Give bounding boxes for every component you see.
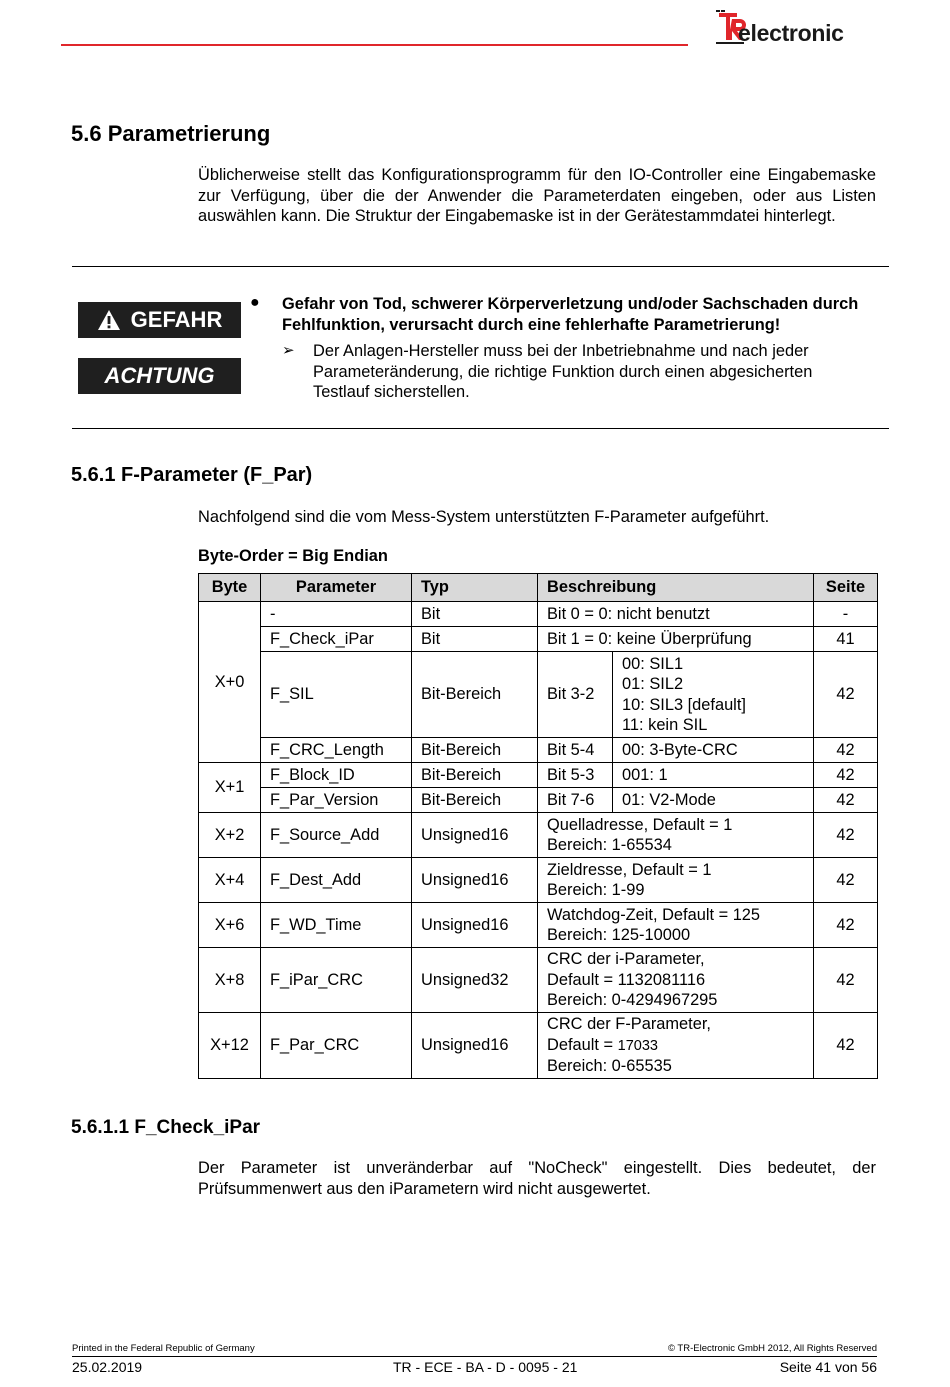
seite-cell: 42: [814, 788, 878, 813]
typ-cell: Unsigned32: [412, 948, 538, 1013]
desc-line: CRC der F-Parameter,: [547, 1015, 711, 1033]
desc-line: Bereich: 0-65535: [547, 1057, 672, 1075]
subsection-intro: Nachfolgend sind die vom Mess-System unterstützten F-Parameter aufgeführt.: [198, 508, 770, 526]
desc-line: Quelladresse, Default = 1: [547, 815, 733, 834]
warning-instruction: Der Anlagen-Hersteller muss bei der Inbetriebnahme und nach jeder Parameteränderung, die richtige Funktion durch einen abgesicherten Testlauf sicherstellen.: [313, 342, 813, 401]
seite-cell: 42: [814, 903, 878, 948]
value-line: 00: SIL1: [622, 654, 684, 673]
desc-cell: Bit 0 = 0: nicht benutzt: [538, 602, 814, 627]
typ-cell: Bit: [412, 627, 538, 652]
byte-cell: X+0: [199, 602, 261, 763]
value-cell: 01: V2-Mode: [613, 788, 814, 813]
seite-cell: 42: [814, 858, 878, 903]
table-row: [199, 763, 878, 788]
header-typ: Typ: [412, 574, 538, 602]
param-cell: F_Check_iPar: [261, 627, 412, 652]
desc-cell: [538, 903, 814, 948]
seite-cell: 42: [814, 1013, 878, 1079]
seite-cell: 42: [814, 813, 878, 858]
table-row: [199, 627, 878, 652]
table-row: [199, 858, 878, 903]
param-cell: -: [261, 602, 412, 627]
param-cell: F_Source_Add: [261, 813, 412, 858]
f-parameter-table: [198, 573, 878, 1079]
byte-cell: X+8: [199, 948, 261, 1013]
param-cell: F_SIL: [261, 652, 412, 738]
footer-copyright: © TR-Electronic GmbH 2012, All Rights Reserved: [667, 1343, 877, 1354]
caution-sign: [78, 358, 241, 394]
desc-line: CRC der i-Parameter,: [547, 950, 705, 969]
param-cell: F_Dest_Add: [261, 858, 412, 903]
seite-cell: 42: [814, 652, 878, 738]
param-cell: F_CRC_Length: [261, 738, 412, 763]
value-line: 10: SIL3 [default]: [622, 695, 746, 714]
desc-line: Bereich: 1-65534: [547, 836, 672, 854]
byte-cell: X+6: [199, 903, 261, 948]
logo-wordmark: electronic: [738, 20, 844, 46]
table-row: [199, 903, 878, 948]
typ-cell: Bit-Bereich: [412, 652, 538, 738]
arrow-bullet-icon: ➢: [282, 342, 295, 359]
value-cell: 00: 3-Byte-CRC: [613, 738, 814, 763]
desc-cell: [538, 858, 814, 903]
header-parameter: Parameter: [261, 574, 412, 602]
byte-cell: X+4: [199, 858, 261, 903]
table-header-row: [199, 574, 878, 602]
value-cell: 001: 1: [613, 763, 814, 788]
byte-cell: X+1: [199, 763, 261, 813]
typ-cell: Bit: [412, 602, 538, 627]
subsubsection-text: Der Parameter ist unveränderbar auf "NoCheck" eingestellt. Dies bedeutet, der Prüfsummenwert aus den iParametern wird nicht ausgewertet.: [198, 1159, 876, 1198]
seite-cell: 42: [814, 738, 878, 763]
bits-cell: Bit 5-4: [538, 738, 613, 763]
subsection-title: 5.6.1 F-Parameter (F_Par): [71, 464, 313, 486]
bits-cell: Bit 5-3: [538, 763, 613, 788]
warning-headline: Gefahr von Tod, schwerer Körperverletzung und/oder Sachschaden durch Fehlfunktion, verursacht durch eine fehlerhafte Parametrierung!: [282, 295, 859, 334]
warning-triangle-icon: [97, 309, 121, 331]
desc-cell: [538, 948, 814, 1013]
warning-bottom-rule: [72, 428, 889, 429]
footer-doc-id: TR - ECE - BA - D - 0095 - 21: [393, 1359, 578, 1375]
typ-cell: Bit-Bereich: [412, 738, 538, 763]
param-cell: F_Par_CRC: [261, 1013, 412, 1079]
param-cell: F_Block_ID: [261, 763, 412, 788]
seite-cell: -: [814, 602, 878, 627]
seite-cell: 42: [814, 763, 878, 788]
byte-cell: X+12: [199, 1013, 261, 1079]
desc-line: Bereich: 125-10000: [547, 926, 691, 944]
bits-cell: Bit 7-6: [538, 788, 613, 813]
typ-cell: Unsigned16: [412, 813, 538, 858]
typ-cell: Unsigned16: [412, 1013, 538, 1079]
seite-cell: 42: [814, 948, 878, 1013]
typ-cell: Bit-Bereich: [412, 788, 538, 813]
header-seite: Seite: [814, 574, 878, 602]
typ-cell: Unsigned16: [412, 858, 538, 903]
danger-sign-label: GEFAHR: [130, 307, 223, 332]
desc-line: Watchdog-Zeit, Default = 125: [547, 905, 761, 924]
table-row: [199, 602, 878, 627]
table-row: [199, 652, 878, 738]
typ-cell: Bit-Bereich: [412, 763, 538, 788]
desc-cell: Bit 1 = 0: keine Überprüfung: [538, 627, 814, 652]
value-cell: [613, 652, 814, 738]
byte-order-label: Byte-Order = Big Endian: [198, 547, 388, 565]
bits-cell: Bit 3-2: [538, 652, 613, 738]
desc-cell: [538, 1013, 814, 1079]
desc-line: [547, 1035, 804, 1057]
desc-line: Zieldresse, Default = 1: [547, 860, 712, 879]
table-row: [199, 788, 878, 813]
section-title: 5.6 Parametrierung: [71, 121, 271, 146]
footer-rule: [72, 1356, 877, 1357]
header-byte: Byte: [199, 574, 261, 602]
default-label: Default =: [547, 1035, 618, 1054]
default-value: 17033: [617, 1037, 658, 1054]
danger-sign: [78, 302, 241, 338]
byte-cell: X+2: [199, 813, 261, 858]
table-row: [199, 948, 878, 1013]
warning-top-rule: [72, 266, 889, 267]
table-row: [199, 1013, 878, 1079]
section-intro: Üblicherweise stellt das Konfigurationsprogramm für den IO-Controller eine Eingabemaske zur Verfügung, über die der Anwender die Parameterdaten eingeben, oder aus Listen auswählen kann. Die Struktur der Eingabemaske ist in der Gerätestammdatei hinterlegt.: [198, 166, 876, 225]
param-cell: F_WD_Time: [261, 903, 412, 948]
desc-line: Bereich: 1-99: [547, 881, 645, 899]
caution-sign-label: ACHTUNG: [104, 363, 215, 388]
header-beschreibung: Beschreibung: [538, 574, 814, 602]
table-row: [199, 738, 878, 763]
param-cell: F_iPar_CRC: [261, 948, 412, 1013]
footer-page-number: Seite 41 von 56: [779, 1359, 877, 1375]
bullet-icon: ●: [250, 294, 260, 311]
desc-cell: [538, 813, 814, 858]
subsubsection-title: 5.6.1.1 F_Check_iPar: [71, 1117, 261, 1138]
param-cell: F_Par_Version: [261, 788, 412, 813]
typ-cell: Unsigned16: [412, 903, 538, 948]
footer-date: 25.02.2019: [72, 1359, 143, 1375]
seite-cell: 41: [814, 627, 878, 652]
value-line: 01: SIL2: [622, 675, 684, 693]
value-line: 11: kein SIL: [622, 716, 708, 734]
footer-printed: Printed in the Federal Republic of Germany: [72, 1343, 255, 1354]
desc-line: Default = 1132081116: [547, 970, 706, 989]
desc-line: Bereich: 0-4294967295: [547, 991, 718, 1010]
table-row: [199, 813, 878, 858]
header-rule: [61, 44, 688, 46]
